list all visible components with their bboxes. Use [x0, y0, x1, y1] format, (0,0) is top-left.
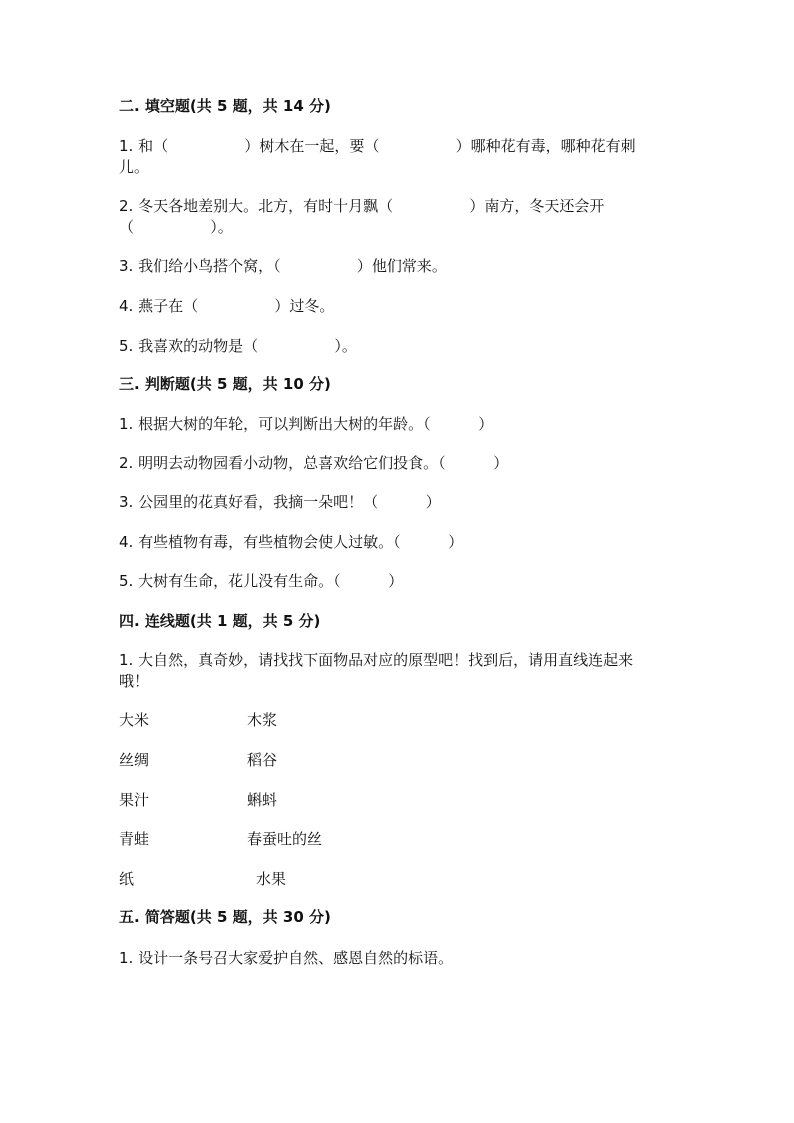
judge-q1: 1. 根据大树的年轮，可以判断出大树的年龄。（ ） — [119, 415, 494, 433]
fill-blank-q2-line2: （ ）。 — [119, 218, 233, 236]
fill-blank-q5: 5. 我喜欢的动物是（ ）。 — [119, 337, 357, 355]
judge-q3: 3. 公园里的花真好看，我摘一朵吧！（ ） — [119, 493, 441, 511]
fill-blank-q3: 3. 我们给小鸟搭个窝，（ ）他们常来。 — [119, 257, 447, 275]
fill-blank-q2-line1: 2. 冬天各地差别大。北方，有时十月飘（ ）南方，冬天还会开 — [119, 197, 605, 215]
match-right-item: 蝌蚪 — [247, 791, 278, 809]
match-left-item: 纸 — [119, 870, 135, 888]
fill-blank-q1-line2: 儿。 — [119, 158, 150, 176]
match-left-item: 青蛙 — [119, 830, 150, 848]
match-right-item: 水果 — [256, 870, 287, 888]
match-left-item: 果汁 — [119, 791, 150, 809]
section-heading-fill-blank: 二. 填空题(共 5 题，共 14 分) — [119, 97, 331, 115]
fill-blank-q4: 4. 燕子在（ ）过冬。 — [119, 297, 335, 315]
judge-q4: 4. 有些植物有毒，有些植物会使人过敏。（ ） — [119, 533, 464, 551]
match-right-item: 木浆 — [247, 711, 278, 729]
section-heading-short-answer: 五. 简答题(共 5 题，共 30 分) — [119, 908, 331, 926]
matching-q1-line2: 哦！ — [119, 672, 150, 690]
section-heading-judge: 三. 判断题(共 5 题，共 10 分) — [119, 375, 331, 393]
match-left-item: 大米 — [119, 711, 150, 729]
judge-q5: 5. 大树有生命，花儿没有生命。（ ） — [119, 572, 404, 590]
match-right-item: 稻谷 — [247, 751, 278, 769]
fill-blank-q1-line1: 1. 和（ ）树木在一起，要（ ）哪种花有毒，哪种花有刺 — [119, 137, 636, 155]
match-right-item: 春蚕吐的丝 — [247, 830, 323, 848]
matching-q1-line1: 1. 大自然，真奇妙，请找找下面物品对应的原型吧！找到后，请用直线连起来 — [119, 651, 634, 669]
judge-q2: 2. 明明去动物园看小动物，总喜欢给它们投食。（ ） — [119, 454, 509, 472]
match-left-item: 丝绸 — [119, 751, 150, 769]
section-heading-matching: 四. 连线题(共 1 题，共 5 分) — [119, 612, 321, 630]
short-answer-q1: 1. 设计一条号召大家爱护自然、感恩自然的标语。 — [119, 949, 454, 967]
